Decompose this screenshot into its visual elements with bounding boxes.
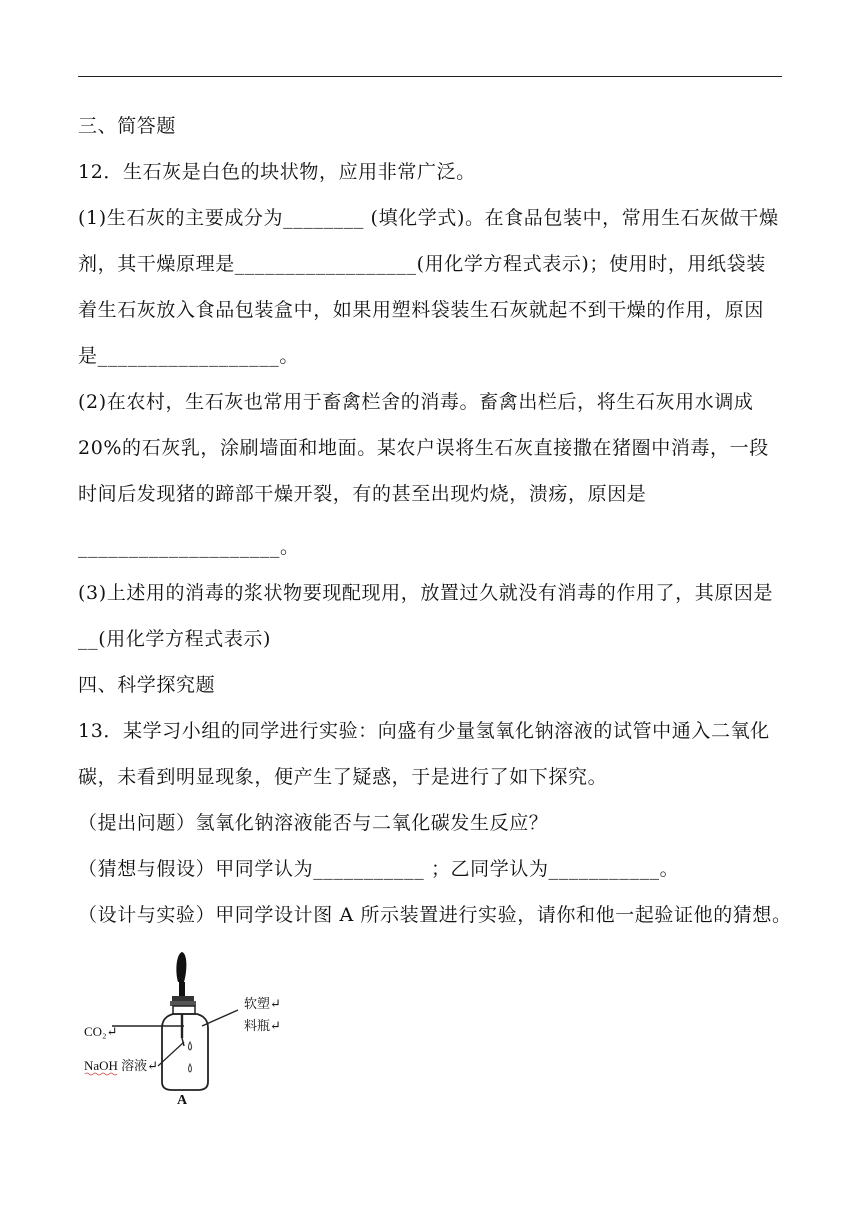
question-13-line-2: 碳，未看到明显现象，便产生了疑惑，于是进行了如下探究。 bbox=[78, 766, 608, 788]
bottle-label-line-2: 料瓶↵ bbox=[244, 1018, 281, 1033]
section-heading-short-answer: 三、简答题 bbox=[78, 115, 177, 137]
document-body bbox=[78, 108, 792, 943]
section-heading-inquiry: 四、科学探究题 bbox=[78, 674, 216, 696]
question-12-line-6: 20%的石灰乳，涂刷墙面和地面。某农户误将生石灰直接撒在猪圈中消毒，一段 bbox=[78, 437, 769, 459]
question-13-line-4: （猜想与假设）甲同学认为___________ ；乙同学认为___________。 bbox=[78, 858, 680, 880]
question-12-line-4: 是__________________。 bbox=[78, 345, 299, 367]
question-12-line-8: ____________________。 bbox=[78, 536, 300, 558]
question-13-line-3: （提出问题）氢氧化钠溶液能否与二氧化碳发生反应？ bbox=[78, 812, 549, 834]
question-13-line-1: 13．某学习小组的同学进行实验：向盛有少量氢氧化钠溶液的试管中通入二氧化 bbox=[78, 720, 770, 742]
co2-label: CO₂↵ bbox=[84, 1024, 118, 1039]
drop-2 bbox=[189, 1064, 192, 1072]
header-rule bbox=[78, 76, 782, 77]
bottle-neck bbox=[173, 1006, 195, 1014]
question-12-line-9: (3)上述用的消毒的浆状物要现配现用，放置过久就没有消毒的作用了，其原因是 bbox=[78, 582, 774, 604]
bottle-pointer-line bbox=[202, 1010, 238, 1026]
bottle-label-line-1: 软塑↵ bbox=[244, 996, 281, 1011]
apparatus-diagram bbox=[78, 942, 338, 1112]
question-12-intro: 12．生石灰是白色的块状物，应用非常广泛。 bbox=[78, 161, 476, 183]
question-12-line-3: 着生石灰放入食品包装盒中，如果用塑料袋装生石灰就起不到干燥的作用，原因 bbox=[78, 299, 765, 321]
question-12-line-2: 剂，其干燥原理是__________________(用化学方程式表示)；使用时，用纸袋装 bbox=[78, 253, 766, 275]
question-12-line-7: 时间后发现猪的蹄部干燥开裂，有的甚至出现灼烧，溃疡，原因是 bbox=[78, 483, 647, 505]
dropper-neck bbox=[179, 982, 185, 996]
question-12-line-1: (1)生石灰的主要成分为________ (填化学式)。在食品包装中，常用生石灰做干燥 bbox=[78, 207, 779, 229]
question-12-line-10: __(用化学方程式表示) bbox=[78, 628, 272, 650]
dropper-bulb bbox=[176, 952, 186, 982]
figure-a-apparatus bbox=[78, 942, 338, 1112]
question-12-line-5: (2)在农村，生石灰也常用于畜禽栏舍的消毒。畜禽出栏后，将生石灰用水调成 bbox=[78, 391, 754, 413]
naoh-solution-label: NaOH 溶液↵ bbox=[84, 1058, 159, 1073]
bottle-cap-top bbox=[172, 996, 194, 1001]
drop-1 bbox=[189, 1042, 192, 1050]
question-13-line-5: （设计与实验）甲同学设计图 A 所示装置进行实验，请你和他一起验证他的猜想。 bbox=[78, 904, 792, 926]
figure-caption: A bbox=[176, 1093, 188, 1108]
spellcheck-underline bbox=[85, 1073, 117, 1075]
